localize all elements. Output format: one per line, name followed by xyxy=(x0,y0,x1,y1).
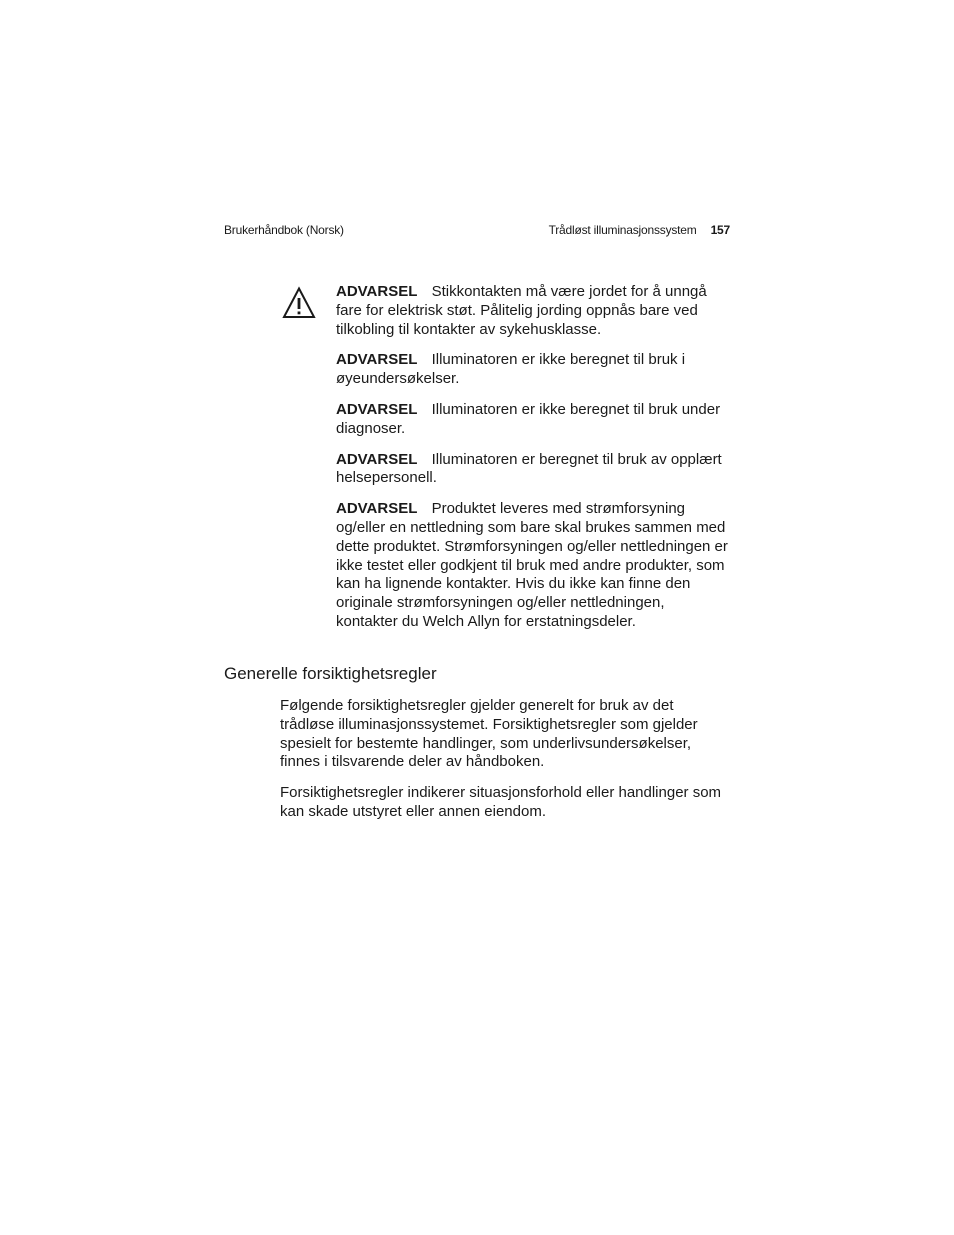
page-header xyxy=(224,221,730,239)
warning-label: ADVARSEL xyxy=(336,400,418,418)
warning-text: Produktet leveres med strømforsyning og/eller en nettledning som bare skal brukes sammen med dette produktet. Strømforsyningen og/eller nettledningen er ikke testet eller godkjent til bruk med andre produkter, som kan ha lignende kontakter. Hvis du ikke kan finne den originale strømforsyningen og/eller nettledningen, kontakter du Welch Allyn for erstatningsdeler. xyxy=(336,500,728,630)
header-manual-title: Brukerhåndbok (Norsk) xyxy=(224,223,344,237)
warning-text: Illuminatoren er beregnet til bruk av opplært helsepersonell. xyxy=(336,450,722,487)
warning-text: Stikkontakten må være jordet for å unngå fare for elektrisk støt. Pålitelig jording oppnås bare ved tilkobling til kontakter av sykehusklasse. xyxy=(336,283,707,338)
section-heading: Generelle forsiktighetsregler xyxy=(224,664,437,683)
warning-item xyxy=(336,401,730,439)
warning-label: ADVARSEL xyxy=(336,500,418,518)
header-chapter-title: Trådløst illuminasjonssystem xyxy=(548,223,697,237)
warning-item xyxy=(336,451,730,489)
section-paragraph: Forsiktighetsregler indikerer situasjonsforhold eller handlinger som kan skade utstyret eller annen eiendom. xyxy=(280,784,722,820)
header-right xyxy=(549,221,730,239)
warning-item xyxy=(336,351,730,389)
warning-triangle-icon xyxy=(282,286,316,320)
warning-item xyxy=(336,283,730,339)
page-number: 157 xyxy=(710,223,730,237)
warning-text: Illuminatoren er ikke beregnet til bruk i øyeundersøkelser. xyxy=(336,351,686,388)
warning-text: Illuminatoren er ikke beregnet til bruk under diagnoser. xyxy=(336,400,721,437)
warning-label: ADVARSEL xyxy=(336,283,418,300)
warning-label: ADVARSEL xyxy=(336,351,418,369)
section-paragraph: Følgende forsiktighetsregler gjelder generelt for bruk av det trådløse illuminasjonssystemet. Forsiktighetsregler som gjelder spesielt for bestemte handlinger, som underlivsundersøkelser, finnes i tilsvarende deler av håndboken. xyxy=(280,697,698,771)
warning-list xyxy=(336,283,730,644)
warning-label: ADVARSEL xyxy=(336,450,418,468)
section-body xyxy=(280,697,730,834)
warning-item xyxy=(336,500,730,632)
